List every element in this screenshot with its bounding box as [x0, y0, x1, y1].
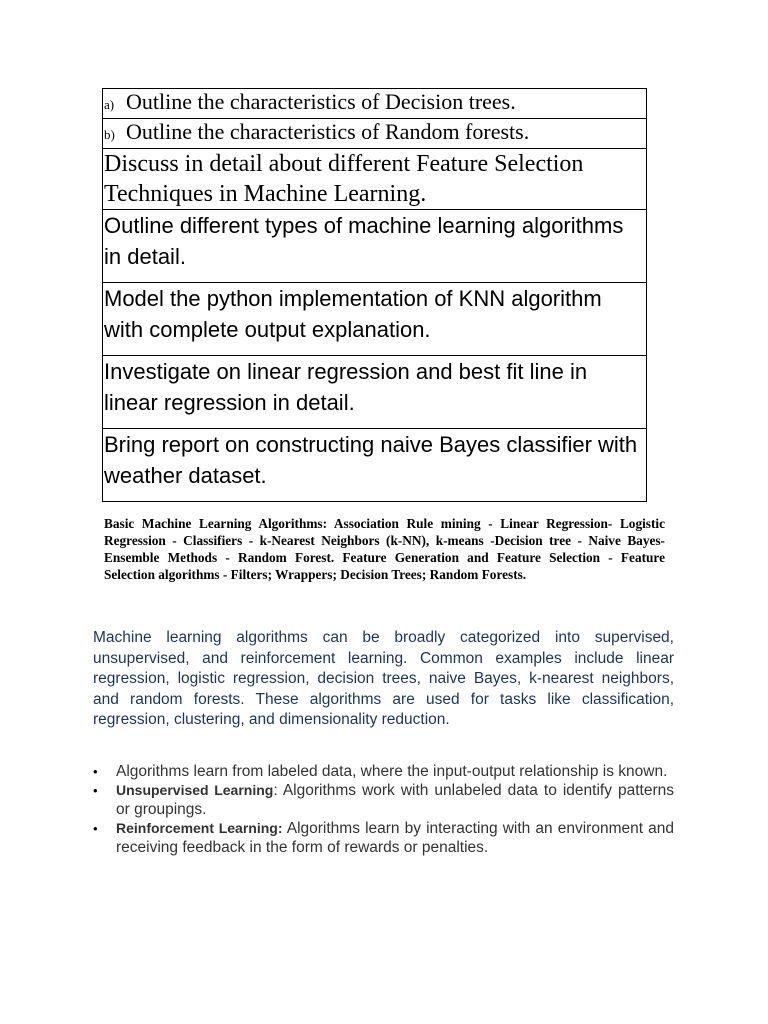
table-row [103, 210, 647, 283]
list-item-text: : Algorithms work with unlabeled data to identify patterns or groupings. [116, 782, 674, 818]
learning-types-list [93, 762, 674, 857]
sub-question-text-b: Outline the characteristics of Random forests. [126, 119, 530, 144]
list-item [93, 819, 674, 857]
question-feature-selection: Discuss in detail about different Feature Selection Techniques in Machine Learning. [103, 149, 647, 210]
table-row [103, 356, 647, 429]
list-item-text: Algorithms learn by interacting with an environment and receiving feedback in the form of rewards or penalties. [116, 820, 674, 856]
syllabus-paragraph: Basic Machine Learning Algorithms: Association Rule mining - Linear Regression- Logistic Regression - Classifiers - k-Nearest Neighbors (k-NN), k-means -Decision tree - Naive Bayes- Ensemble Methods - Random Forest. Feature Generation and Feature Selection - Feature Selection algorithms - Filters; Wrappers; Decision Trees; Random Forests. [104, 516, 665, 582]
question-ml-types: Outline different types of machine learning algorithms in detail. [103, 210, 647, 283]
bullet-icon: • [93, 783, 98, 798]
table-row [103, 119, 647, 149]
list-item [93, 762, 674, 781]
question-knn: Model the python implementation of KNN algorithm with complete output explanation. [103, 283, 647, 356]
intro-paragraph: Machine learning algorithms can be broadly categorized into supervised, unsupervised, and reinforcement learning. Common examples include linear regression, logistic regression, decision trees, naive Bayes, k-nearest neighbors, and random forests. These algorithms are used for tasks like classification, regression, clustering, and dimensionality reduction. [93, 629, 674, 728]
list-item-term: Reinforcement Learning: [116, 820, 283, 836]
sub-question-label-a: a) [104, 97, 115, 112]
questions-table [102, 88, 647, 502]
question-cell-a [103, 89, 647, 119]
question-linear-regression: Investigate on linear regression and best fit line in linear regression in detail. [103, 356, 647, 429]
list-item-text: Algorithms learn from labeled data, where the input-output relationship is known. [116, 763, 668, 780]
bullet-icon: • [93, 764, 98, 779]
table-row [103, 429, 647, 502]
list-item-term: Unsupervised Learning [116, 782, 274, 798]
table-row [103, 149, 647, 210]
table-row [103, 89, 647, 119]
question-cell-b [103, 119, 647, 149]
question-naive-bayes: Bring report on constructing naive Bayes classifier with weather dataset. [103, 429, 647, 502]
list-item [93, 781, 674, 819]
bullet-icon: • [93, 821, 98, 836]
sub-question-label-b: b) [104, 127, 115, 142]
table-row [103, 283, 647, 356]
sub-question-text-a: Outline the characteristics of Decision trees. [126, 89, 516, 114]
